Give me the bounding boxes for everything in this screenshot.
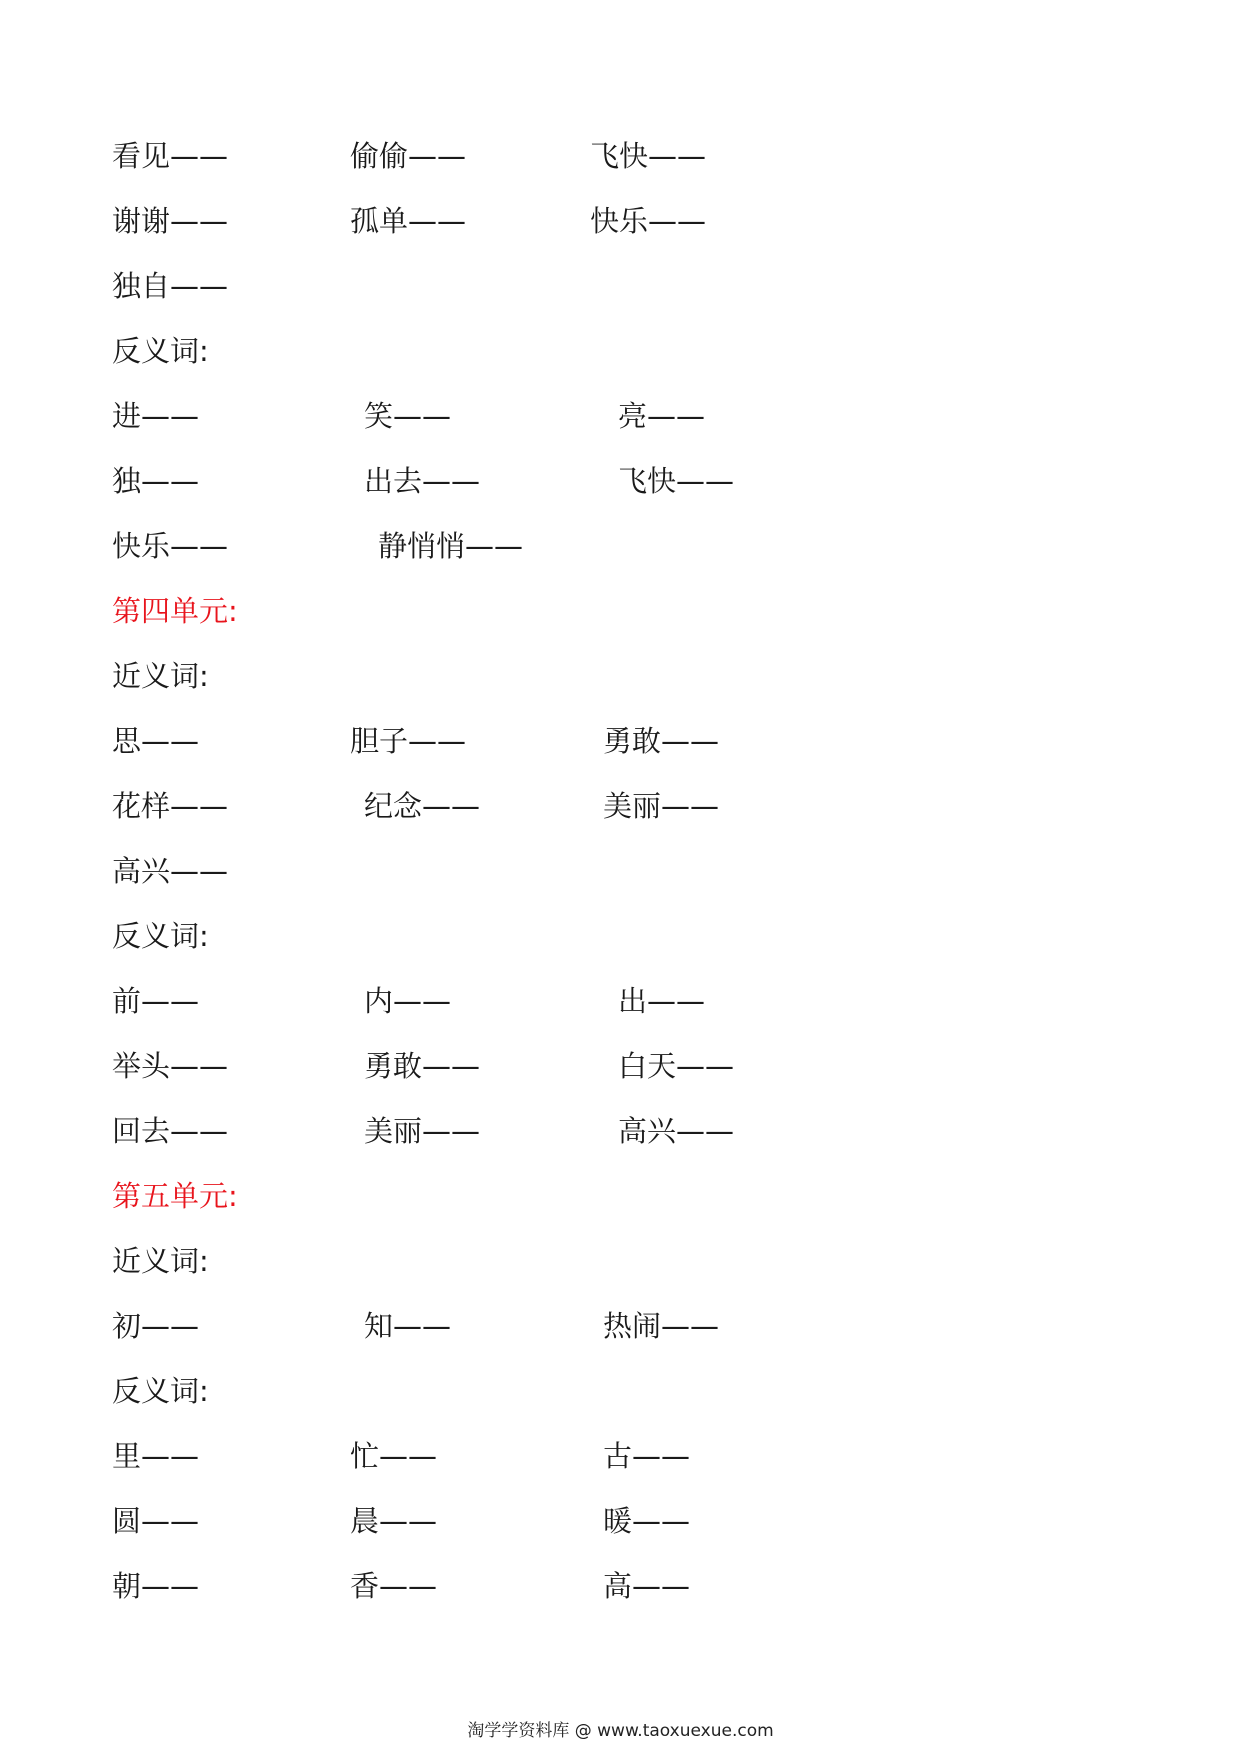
word-item: 暖—— bbox=[603, 1504, 691, 1538]
section-label-synonyms: 近义词: bbox=[112, 659, 209, 693]
word-item: 静悄悄—— bbox=[378, 529, 524, 563]
word-item: 高—— bbox=[603, 1569, 691, 1603]
word-item: 偷偷—— bbox=[350, 139, 467, 173]
word-item: 勇敢—— bbox=[364, 1049, 481, 1083]
section-label-antonyms: 反义词: bbox=[112, 919, 209, 953]
word-item: 飞快—— bbox=[590, 139, 707, 173]
word-item: 热闹—— bbox=[603, 1309, 720, 1343]
section-label-synonyms: 近义词: bbox=[112, 1244, 209, 1278]
word-item: 朝—— bbox=[112, 1569, 200, 1603]
word-item: 高兴—— bbox=[112, 854, 229, 888]
page-footer: 淘学学资料库 @ www.taoxuexue.com bbox=[467, 1721, 774, 1741]
word-item: 美丽—— bbox=[364, 1114, 481, 1148]
word-item: 独—— bbox=[112, 464, 200, 498]
word-item: 纪念—— bbox=[364, 789, 481, 823]
word-item: 忙—— bbox=[350, 1439, 438, 1473]
word-item: 飞快—— bbox=[618, 464, 735, 498]
word-item: 前—— bbox=[112, 984, 200, 1018]
word-item: 胆子—— bbox=[350, 724, 467, 758]
word-item: 古—— bbox=[603, 1439, 691, 1473]
section-label-antonyms: 反义词: bbox=[112, 1374, 209, 1408]
word-item: 内—— bbox=[364, 984, 452, 1018]
word-item: 独自—— bbox=[112, 269, 229, 303]
unit-heading: 第四单元: bbox=[112, 594, 238, 628]
word-item: 知—— bbox=[364, 1309, 452, 1343]
word-item: 白天—— bbox=[618, 1049, 735, 1083]
word-item: 思—— bbox=[112, 724, 200, 758]
word-item: 里—— bbox=[112, 1439, 200, 1473]
word-item: 孤单—— bbox=[350, 204, 467, 238]
word-item: 香—— bbox=[350, 1569, 438, 1603]
unit-heading: 第五单元: bbox=[112, 1179, 238, 1213]
word-item: 进—— bbox=[112, 399, 200, 433]
section-label-antonyms: 反义词: bbox=[112, 334, 209, 368]
word-item: 笑—— bbox=[364, 399, 452, 433]
word-item: 晨—— bbox=[350, 1504, 438, 1538]
word-item: 快乐—— bbox=[590, 204, 707, 238]
word-item: 圆—— bbox=[112, 1504, 200, 1538]
word-item: 美丽—— bbox=[603, 789, 720, 823]
word-item: 花样—— bbox=[112, 789, 229, 823]
word-item: 出—— bbox=[618, 984, 706, 1018]
word-item: 高兴—— bbox=[618, 1114, 735, 1148]
word-item: 快乐—— bbox=[112, 529, 229, 563]
word-item: 出去—— bbox=[364, 464, 481, 498]
word-item: 回去—— bbox=[112, 1114, 229, 1148]
word-item: 亮—— bbox=[618, 399, 706, 433]
word-item: 初—— bbox=[112, 1309, 200, 1343]
word-item: 举头—— bbox=[112, 1049, 229, 1083]
word-item: 看见—— bbox=[112, 139, 229, 173]
word-item: 勇敢—— bbox=[603, 724, 720, 758]
word-item: 谢谢—— bbox=[112, 204, 229, 238]
